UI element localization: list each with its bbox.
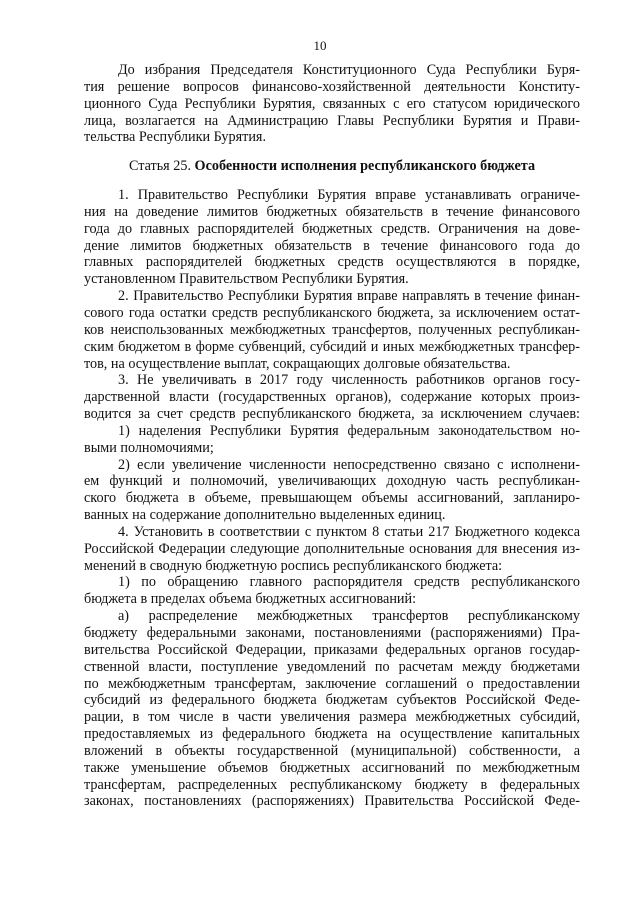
text-line: менений в сводную бюджетную роспись республиканского бюджета: (84, 557, 503, 574)
text-line: по межбюджетным трансфертам, заключение соглашений о предоставлении (84, 675, 580, 692)
article-title: Особенности исполнения республиканского бюджета (194, 158, 536, 175)
text-line: законах, постановлениях (распоряжениях) Правительства Российской Феде- (84, 793, 580, 810)
text-line: а) распределение межбюджетных трансфертов республиканскому (118, 608, 580, 625)
text-line: сового года остатки средств республиканского бюджета, за исключением остат- (84, 304, 580, 321)
text-line: тельства Республики Бурятия. (84, 129, 266, 146)
text-line: До избрания Председателя Конституционного Суда Республики Буря- (118, 62, 580, 78)
text-line: трансфертам, распределенных республиканскому бюджету в федеральных (84, 776, 580, 793)
text-line: ционного Суда Республики Бурятия, связанных с его статусом юридического (84, 95, 580, 112)
text-line: главных распорядителей бюджетных средств осуществляются в порядке, (84, 254, 580, 271)
text-line: 1) наделения Республики Бурятия федеральным законодательством но- (118, 422, 580, 439)
text-line: 1. Правительство Республики Бурятия вправе устанавливать ограниче- (118, 187, 580, 204)
article-heading (84, 158, 580, 175)
text-line: вительства Российской Федерации, приказами федеральных органов государ- (84, 641, 580, 658)
text-line: 3. Не увеличивать в 2017 году численность работников органов госу- (118, 372, 580, 389)
article-number: Статья 25. (128, 158, 191, 175)
text-line: 2. Правительство Республики Бурятия вправе направлять в течение финан- (118, 288, 580, 305)
text-line: ского бюджета в объеме, превышающем объемы ассигнований, запланиро- (84, 490, 580, 507)
text-line: ственной власти, поступление уведомлений по расчетам между бюджетами (84, 658, 580, 675)
text-line: ским бюджетом в форме субвенций, субсидий и иных межбюджетных трансфер- (84, 338, 580, 355)
text-line: дение лимитов бюджетных обязательств в течение финансового года до (84, 237, 580, 254)
text-line: тов, на осуществление выплат, сокращающих долговые обязательства. (84, 355, 511, 372)
text-line: Российской Федерации следующие дополнительные основания для внесения из- (84, 540, 580, 557)
text-line: лица, возлагается на Администрацию Главы Республики Бурятия и Прави- (84, 112, 580, 129)
text-line: рации, в том числе в части увеличения размера межбюджетных субсидий, (84, 709, 580, 726)
text-line: субсидий из федерального бюджета бюджетам субъектов Российской Феде- (84, 692, 580, 709)
page-content (84, 62, 580, 810)
text-line: ков неиспользованных межбюджетных трансфертов, полученных республикан- (84, 321, 580, 338)
text-line: года до главных распорядителей бюджетных средств. Ограничения на дове- (84, 220, 580, 237)
text-line: ния на доведение лимитов бюджетных обязательств в течение финансового (84, 203, 580, 220)
text-line: 4. Установить в соответствии с пунктом 8 статьи 217 Бюджетного кодекса (118, 523, 580, 540)
text-line: бюджета в пределах объема бюджетных ассигнований: (84, 591, 417, 608)
text-line: также уменьшение объемов бюджетных ассигнований по межбюджетным (84, 759, 580, 776)
text-line: бюджету федеральными законами, постановлениями (распоряжениями) Пра- (84, 625, 580, 641)
text-line: 2) если увеличение численности непосредственно связано с исполнени- (118, 456, 580, 473)
text-line: предоставляемых из федерального бюджета на осуществление капитальных (84, 726, 580, 743)
text-line: 1) по обращению главного распорядителя средств республиканского (118, 574, 580, 591)
text-line: ванных на содержание дополнительно выделенных единиц. (84, 507, 446, 524)
text-line: дарственной власти (государственных органов), содержание которых произ- (84, 389, 580, 406)
text-line: вложений в объекты государственной (муниципальной) собственности, а (84, 742, 580, 759)
text-line: выми полномочиями; (84, 439, 214, 456)
text-line: ем функций и полномочий, увеличивающих доходную часть республикан- (84, 473, 580, 490)
text-line: установленном Правительством Республики Бурятия. (84, 271, 409, 288)
text-line: тия решение вопросов финансово-хозяйственной деятельности Конститу- (84, 78, 580, 95)
text-line: водится за счет средств республиканского бюджета, за исключением случаев: (84, 406, 580, 423)
page-number: 10 (313, 38, 327, 53)
